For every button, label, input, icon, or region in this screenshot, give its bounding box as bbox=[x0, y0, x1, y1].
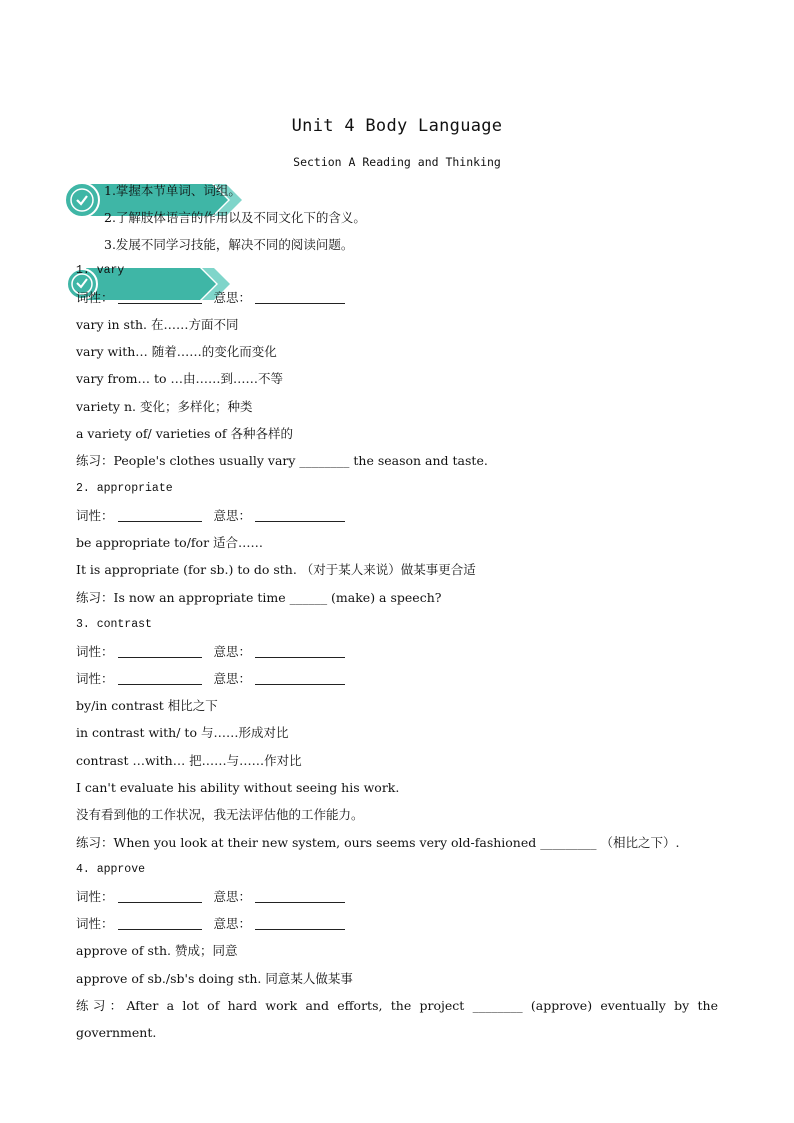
pos-blank bbox=[118, 917, 202, 930]
exercise-line: 练习：After a lot of hard work and efforts, the project ________ (approve) eventually by the bbox=[76, 998, 718, 1013]
phrase-line: in contrast with/ to 与……形成对比 bbox=[76, 725, 289, 740]
word-heading: 3. contrast bbox=[76, 618, 152, 631]
exercise-line: 练习：People's clothes usually vary ________ the season and taste. bbox=[76, 453, 488, 468]
page-subtitle: Section A Reading and Thinking bbox=[293, 155, 501, 169]
phrase-line: vary in sth. 在……方面不同 bbox=[76, 317, 239, 332]
word-heading: 4. approve bbox=[76, 863, 146, 876]
goal-item: 2.了解肢体语言的作用以及不同文化下的含义。 bbox=[104, 210, 366, 225]
page-title: Unit 4 Body Language bbox=[291, 116, 503, 136]
pos-meaning-row bbox=[76, 671, 345, 687]
pos-meaning-row bbox=[76, 889, 345, 905]
phrase-line: 没有看到他的工作状况，我无法评估他的工作能力。 bbox=[76, 807, 364, 822]
meaning-label: 意思： bbox=[213, 644, 252, 659]
meaning-label: 意思： bbox=[213, 508, 252, 523]
meaning-label: 意思： bbox=[213, 671, 252, 686]
phrase-line: contrast …with… 把……与……作对比 bbox=[76, 753, 302, 768]
exercise-line: 练习：Is now an appropriate time ______ (make) a speech? bbox=[76, 590, 442, 605]
meaning-blank bbox=[255, 917, 345, 930]
phrase-line: I can't evaluate his ability without seeing his work. bbox=[76, 780, 400, 795]
phrase-line: vary from… to …由……到……不等 bbox=[76, 371, 284, 386]
check-icon bbox=[73, 191, 91, 209]
pos-label: 词性： bbox=[76, 644, 114, 659]
meaning-blank bbox=[255, 291, 345, 304]
phrase-line: by/in contrast 相比之下 bbox=[76, 698, 218, 713]
pos-label: 词性： bbox=[76, 889, 114, 904]
phrase-line: vary with… 随着……的变化而变化 bbox=[76, 344, 277, 359]
phrase-line: approve of sb./sb's doing sth. 同意某人做某事 bbox=[76, 971, 353, 986]
exercise-line: 练习：When you look at their new system, ours seems very old-fashioned _________ （相比之下）. bbox=[76, 835, 680, 850]
pos-meaning-row bbox=[76, 916, 345, 932]
phrase-line: It is appropriate (for sb.) to do sth. （对于某人来说）做某事更合适 bbox=[76, 562, 476, 577]
exercise-line-continued: government. bbox=[76, 1025, 157, 1040]
word-heading: 2. appropriate bbox=[76, 482, 173, 495]
pos-meaning-row bbox=[76, 508, 345, 524]
meaning-label: 意思： bbox=[213, 889, 252, 904]
pos-label: 词性： bbox=[76, 508, 114, 523]
meaning-blank bbox=[255, 645, 345, 658]
word-heading: 1. vary bbox=[76, 264, 125, 277]
pos-blank bbox=[118, 890, 202, 903]
pos-blank bbox=[118, 291, 202, 304]
pos-label: 词性： bbox=[76, 290, 114, 305]
goal-item: 3.发展不同学习技能，解决不同的阅读问题。 bbox=[104, 237, 354, 252]
pos-meaning-row bbox=[76, 290, 345, 306]
phrase-line: be appropriate to/for 适合…… bbox=[76, 535, 264, 550]
goal-item: 1.掌握本节单词、词组。 bbox=[104, 183, 241, 198]
pos-label: 词性： bbox=[76, 671, 114, 686]
meaning-blank bbox=[255, 509, 345, 522]
phrase-line: variety n. 变化；多样化；种类 bbox=[76, 399, 253, 414]
pos-blank bbox=[118, 645, 202, 658]
meaning-blank bbox=[255, 672, 345, 685]
phrase-line: approve of sth. 赞成；同意 bbox=[76, 943, 238, 958]
pos-label: 词性： bbox=[76, 916, 114, 931]
pos-blank bbox=[118, 672, 202, 685]
pos-blank bbox=[118, 509, 202, 522]
phrase-line: a variety of/ varieties of 各种各样的 bbox=[76, 426, 294, 441]
meaning-label: 意思： bbox=[213, 290, 252, 305]
meaning-label: 意思： bbox=[213, 916, 252, 931]
pos-meaning-row bbox=[76, 644, 345, 660]
meaning-blank bbox=[255, 890, 345, 903]
